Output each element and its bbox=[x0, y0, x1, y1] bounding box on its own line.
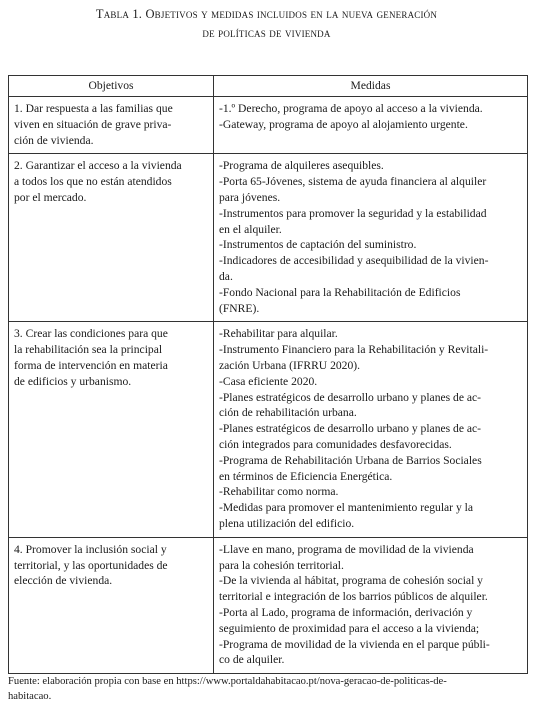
table-row bbox=[9, 154, 528, 322]
measure-line: -Gateway, programa de apoyo al alojamiento urgente. bbox=[219, 117, 468, 131]
measure-line: ción de rehabilitación urbana. bbox=[219, 406, 357, 420]
measure-line: para la cohesión territorial. bbox=[219, 558, 344, 572]
measure-line: zación Urbana (IFRRU 2020). bbox=[219, 358, 361, 372]
objective-line: 3. Crear las condiciones para que bbox=[14, 327, 168, 341]
measure-line: -Rehabilitar como norma. bbox=[219, 485, 339, 499]
header-objetivos: Objetivos bbox=[9, 76, 214, 97]
measure-line: -Instrumentos de captación del suministro. bbox=[219, 238, 417, 252]
measure-line: -De la vivienda al hábitat, programa de cohesión social y bbox=[219, 574, 483, 588]
measure-line: -Rehabilitar para alquilar. bbox=[219, 327, 338, 341]
objective-line: 1. Dar respuesta a las familias que bbox=[14, 102, 173, 115]
objective-line: forma de intervención en materia bbox=[14, 358, 168, 372]
measure-line: -Programa de movilidad de la vivienda en el parque públi- bbox=[219, 637, 490, 651]
objective-cell bbox=[9, 322, 214, 537]
measure-line: seguimiento de proximidad para el acceso a la vivienda; bbox=[219, 621, 480, 635]
source-note bbox=[8, 675, 528, 704]
objective-line: elección de vivienda. bbox=[14, 574, 113, 588]
objective-cell bbox=[9, 537, 214, 673]
table-row bbox=[9, 97, 528, 154]
measure-line: -Porta 65-Jóvenes, sistema de ayuda financiera al alquiler bbox=[219, 175, 487, 189]
measure-line: -Medidas para promover el mantenimiento regular y la bbox=[219, 501, 474, 515]
measure-line: -Programa de alquileres asequibles. bbox=[219, 159, 384, 173]
measure-line: -Porta al Lado, programa de información, derivación y bbox=[219, 605, 473, 619]
objective-cell bbox=[9, 154, 214, 322]
objective-line: 2. Garantizar el acceso a la vivienda bbox=[14, 159, 182, 173]
objective-line: ción de vivienda. bbox=[14, 133, 94, 147]
measure-line: en términos de Eficiencia Energética. bbox=[219, 469, 393, 483]
table-body bbox=[9, 97, 528, 674]
source-note-line-2: habitacao. bbox=[8, 690, 52, 702]
objective-line: a todos los que no están atendidos bbox=[14, 175, 172, 189]
measure-line: -Planes estratégicos de desarrollo urbano y planes de ac- bbox=[219, 390, 482, 404]
table-caption-line-2: de políticas de vivienda bbox=[202, 26, 331, 40]
objective-cell bbox=[9, 97, 214, 154]
measure-line: -Indicadores de accesibilidad y asequibilidad de la vivien- bbox=[219, 254, 489, 268]
table-row bbox=[9, 537, 528, 673]
policies-table bbox=[8, 75, 528, 674]
objective-line: de edificios y urbanismo. bbox=[14, 374, 132, 388]
measure-line: -Llave en mano, programa de movilidad de la vivienda bbox=[219, 542, 474, 556]
objective-line: 4. Promover la inclusión social y bbox=[14, 542, 167, 556]
measure-line: ción integrados para comunidades desfavorecidas. bbox=[219, 437, 452, 451]
table-row bbox=[9, 322, 528, 537]
measure-line: -Casa eficiente 2020. bbox=[219, 374, 318, 388]
measure-line: plena utilización del edificio. bbox=[219, 516, 355, 530]
measure-line: (FNRE). bbox=[219, 301, 260, 315]
measure-line: da. bbox=[219, 269, 233, 283]
objective-line: viven en situación de grave priva- bbox=[14, 117, 172, 131]
header-medidas: Medidas bbox=[214, 76, 528, 97]
measures-cell bbox=[214, 322, 528, 537]
measure-line: en el alquiler. bbox=[219, 222, 282, 236]
measure-line: -1.º Derecho, programa de apoyo al acceso a la vivienda. bbox=[219, 102, 483, 115]
objective-line: por el mercado. bbox=[14, 190, 87, 204]
measure-line: -Programa de Rehabilitación Urbana de Barrios Sociales bbox=[219, 453, 482, 467]
measure-line: -Instrumento Financiero para la Rehabilitación y Revitali- bbox=[219, 343, 489, 357]
measure-line: -Instrumentos para promover la seguridad y la estabilidad bbox=[219, 206, 487, 220]
objective-line: territorial, y las oportunidades de bbox=[14, 558, 168, 572]
measures-cell bbox=[214, 154, 528, 322]
measure-line: co de alquiler. bbox=[219, 653, 285, 667]
measure-line: -Planes estratégicos de desarrollo urbano y planes de ac- bbox=[219, 422, 482, 436]
measures-cell bbox=[214, 97, 528, 154]
table-caption-line-1: Tabla 1. Objetivos y medidas incluidos en la nueva generación bbox=[95, 7, 438, 21]
measure-line: territorial e integración de los barrios públicos de alquiler. bbox=[219, 590, 488, 604]
measures-cell bbox=[214, 537, 528, 673]
table-caption bbox=[0, 5, 533, 43]
table-header-row bbox=[9, 76, 528, 97]
measure-line: para jóvenes. bbox=[219, 190, 281, 204]
source-note-line-1: Fuente: elaboración propia con base en https://www.portaldahabitacao.pt/nova-geracao-de-politicas-de- bbox=[8, 676, 447, 687]
objective-line: la rehabilitación sea la principal bbox=[14, 343, 163, 357]
measure-line: -Fondo Nacional para la Rehabilitación de Edificios bbox=[219, 285, 461, 299]
